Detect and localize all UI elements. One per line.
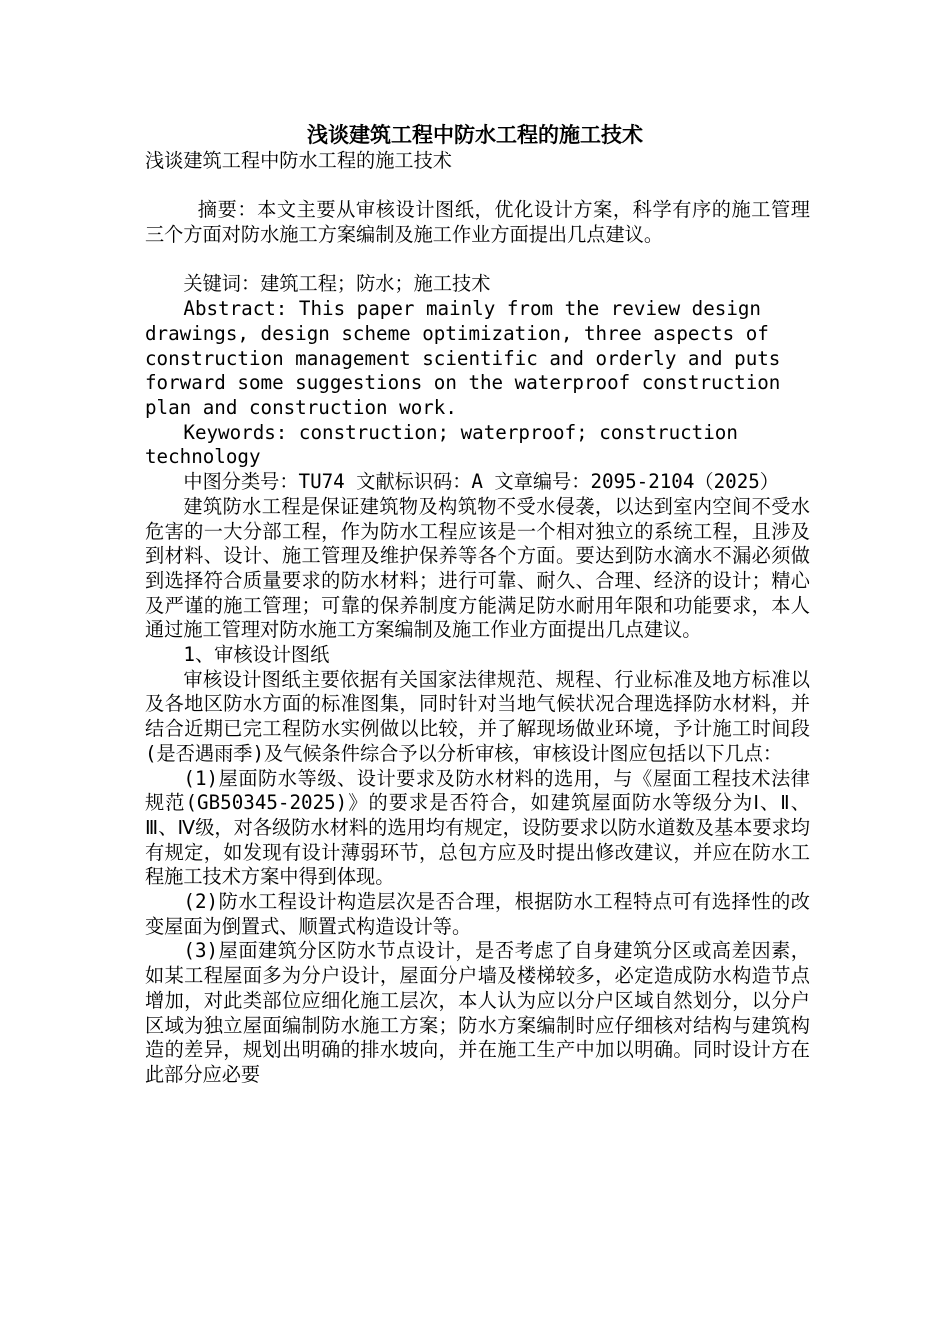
list-item-point-3: (3)屋面建筑分区防水节点设计，是否考虑了自身建筑分区或高差因素，如某工程屋面多为分户设计，屋面分户墙及楼梯较多，必定造成防水构造节点增加，对此类部位应细化施工层次，本人认为应以分户区域自然划分，以分户区域为独立屋面编制防水施工方案；防水方案编制时应仔细核对结构与建筑构造的差异，规划出明确的排水坡向，并在施工生产中加以明确。同时设计方在此部分应必要: [145, 939, 810, 1086]
document-title: 浅谈建筑工程中防水工程的施工技术: [307, 122, 643, 147]
classification-line: 中图分类号：TU74 文献标识码：A 文章编号：2095-2104（2025）: [183, 470, 779, 494]
keywords-en: Keywords: construction; waterproof; construction technology: [145, 420, 738, 469]
document-subtitle: 浅谈建筑工程中防水工程的施工技术: [145, 149, 452, 172]
section-heading: 1、审核设计图纸: [183, 643, 330, 667]
keywords-cn: 关键词：建筑工程；防水；施工技术: [183, 272, 491, 296]
abstract-cn: 摘要：本文主要从审核设计图纸，优化设计方案，科学有序的施工管理三个方面对防水施工方案编制及施工作业方面提出几点建议。: [145, 198, 810, 247]
list-item-point-1: (1)屋面防水等级、设计要求及防水材料的选用，与《屋面工程技术法律规范(GB50345-2025)》的要求是否符合，如建筑屋面防水等级分为Ⅰ、Ⅱ、Ⅲ、Ⅳ级，对各级防水材料的选用均有规定，设防要求以防水道数及基本要求均有规定，如发现有设计薄弱环节，总包方应及时提出修改建议，并应在防水工程施工技术方案中得到体现。: [145, 766, 810, 889]
blank-line: [145, 174, 810, 199]
blank-line: [145, 248, 810, 273]
intro-paragraph: 建筑防水工程是保证建筑物及构筑物不受水侵袭，以达到室内空间不受水危害的一大分部工程，作为防水工程应该是一个相对独立的系统工程，且涉及到材料、设计、施工管理及维护保养等各个方面。要达到防水滴水不漏必须做到选择符合质量要求的防水材料；进行可靠、耐久、合理、经济的设计；精心及严谨的施工管理；可靠的保养制度方能满足防水耐用年限和功能要求，本人通过施工管理对防水施工方案编制及施工作业方面提出几点建议。: [145, 494, 810, 642]
abstract-en: Abstract: This paper mainly from the review design drawings, design scheme optimization, three aspects of construction management scientific and orderly and puts forward some suggestions on the waterproof construction plan and construction work.: [145, 297, 781, 419]
section-paragraph: 审核设计图纸主要依据有关国家法律规范、规程、行业标准及地方标准以及各地区防水方面的标准图集，同时针对当地气候状况合理选择防水材料，并结合近期已完工程防水实例做以比较，并了解现场做业环境，予计施工时间段(是否遇雨季)及气候条件综合予以分析审核，审核设计图应包括以下几点：: [145, 667, 810, 765]
list-item-point-2: (2)防水工程设计构造层次是否合理，根据防水工程特点可有选择性的改变屋面为倒置式、顺置式构造设计等。: [145, 890, 810, 938]
document-body: [145, 149, 810, 1088]
